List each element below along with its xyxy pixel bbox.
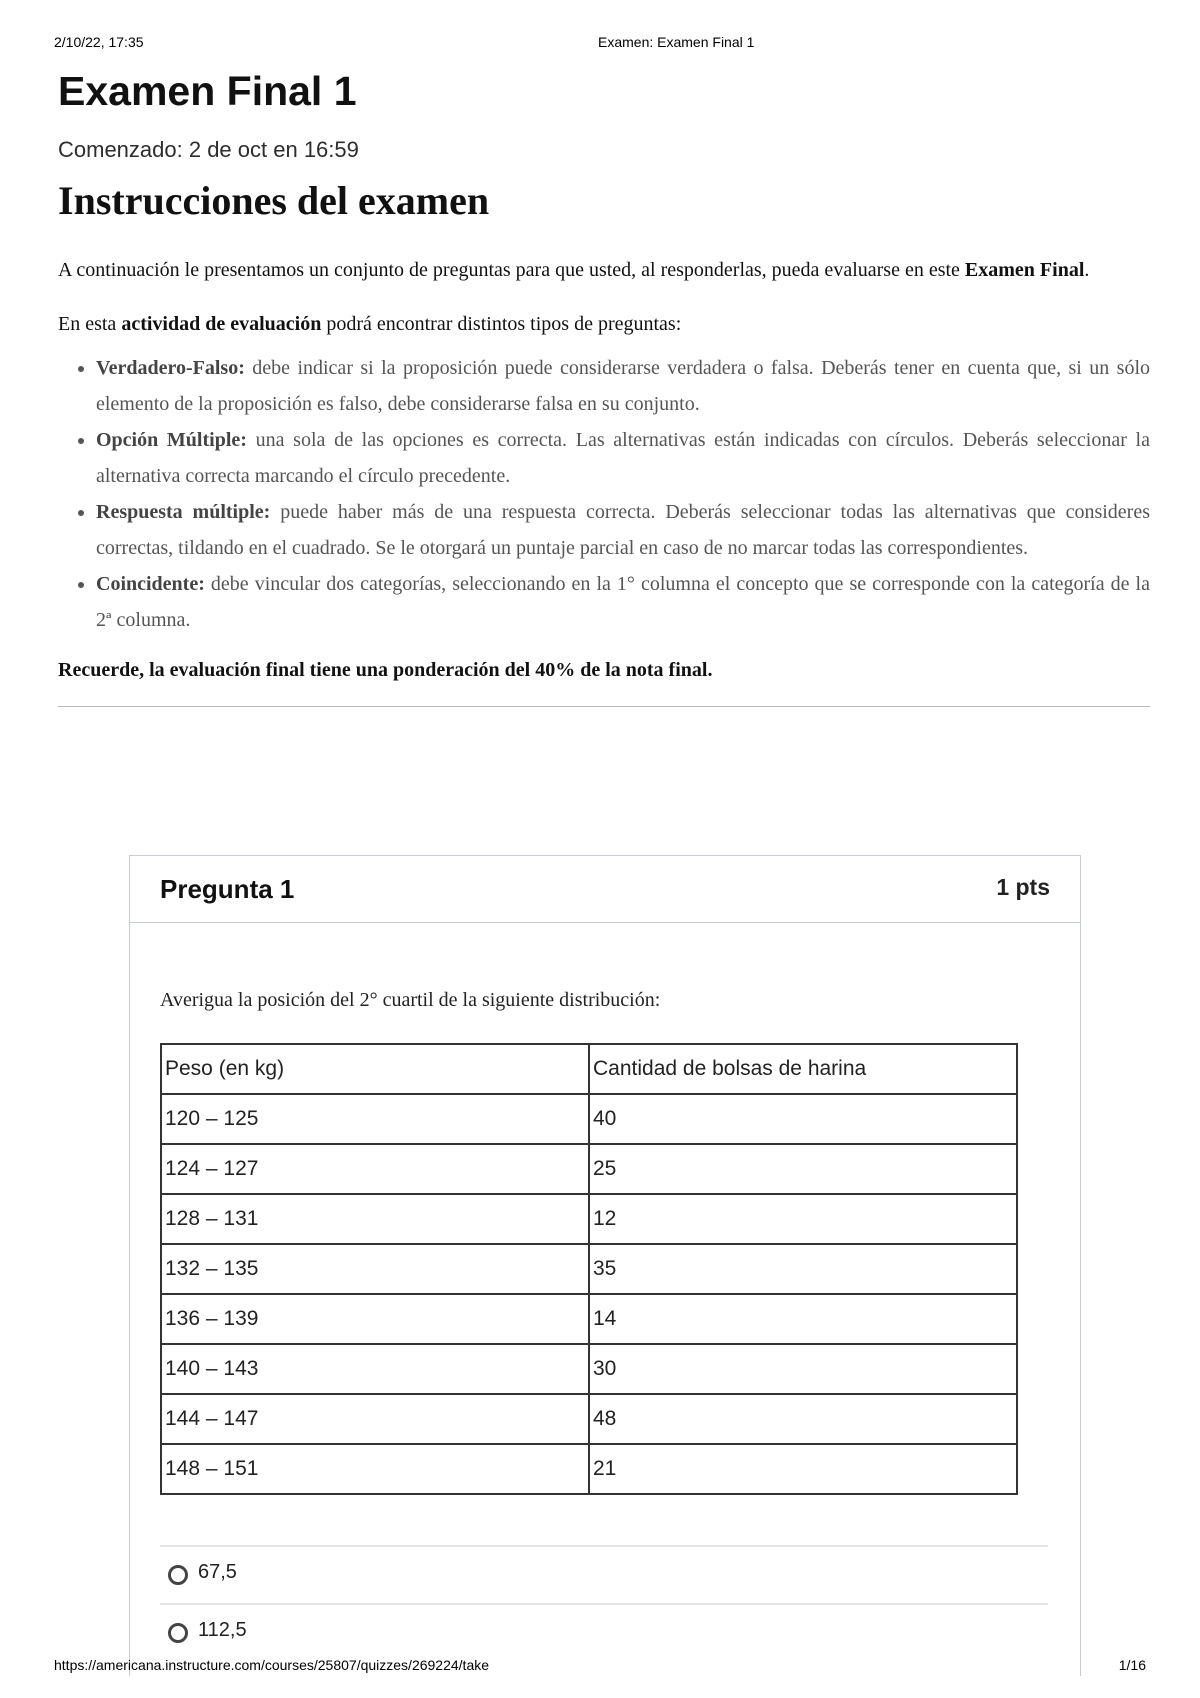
intro-text: A continuación le presentamos un conjunto de preguntas para que usted, al responderlas, pueda evaluarse en este — [58, 259, 965, 281]
answer-option[interactable] — [160, 1545, 1048, 1603]
table-header-cell: Cantidad de bolsas de harina — [589, 1044, 1017, 1094]
type-desc: debe indicar si la proposición puede considerarse verdadera o falsa. Deberás tener en cuenta que, si un sólo elemento de la proposición es falso, debe considerarse falsa en su conjunto. — [96, 357, 1150, 415]
table-cell: 14 — [589, 1294, 1017, 1344]
intro-paragraph — [58, 252, 1150, 288]
table-cell: 132 – 135 — [161, 1244, 589, 1294]
table-cell: 35 — [589, 1244, 1017, 1294]
type-desc: una sola de las opciones es correcta. Las alternativas están indicadas con círculos. Deberás seleccionar la alternativa correcta marcando el círculo precedente. — [96, 429, 1150, 487]
table-row — [161, 1394, 1017, 1444]
table-row — [161, 1094, 1017, 1144]
table-header-row — [161, 1044, 1017, 1094]
table-cell: 48 — [589, 1394, 1017, 1444]
table-cell: 40 — [589, 1094, 1017, 1144]
print-page-number: 1/16 — [1118, 1657, 1146, 1673]
table-row — [161, 1444, 1017, 1494]
table-cell: 25 — [589, 1144, 1017, 1194]
quiz-content — [58, 60, 1150, 707]
activity-pre: En esta — [58, 313, 122, 335]
type-name: Respuesta múltiple: — [96, 501, 271, 523]
activity-paragraph — [58, 306, 1150, 342]
table-cell: 140 – 143 — [161, 1344, 589, 1394]
answer-label[interactable]: 67,5 — [198, 1561, 237, 1583]
type-desc: puede haber más de una respuesta correcta. Deberás seleccionar todas las alternativas que consideres correctas, tildando en el cuadrado. Se le otorgará un puntaje parcial en caso de no marcar todas las correspondientes. — [96, 501, 1150, 559]
type-desc: debe vincular dos categorías, seleccionando en la 1° columna el concepto que se corresponde con la categoría de la 2ª columna. — [96, 573, 1150, 631]
intro-bold: Examen Final — [964, 259, 1085, 281]
type-item — [96, 422, 1150, 494]
table-cell: 136 – 139 — [161, 1294, 589, 1344]
table-cell: 124 – 127 — [161, 1144, 589, 1194]
question-title: Pregunta 1 — [160, 874, 295, 904]
type-item — [96, 566, 1150, 638]
question-header — [130, 856, 1080, 923]
question-text: Averigua la posición del 2° cuartil de la siguiente distribución: — [160, 989, 661, 1011]
type-name: Coincidente: — [96, 573, 205, 595]
question-points: 1 pts — [996, 874, 1050, 900]
table-cell: 120 – 125 — [161, 1094, 589, 1144]
type-item — [96, 494, 1150, 566]
divider — [58, 706, 1150, 707]
table-cell: 144 – 147 — [161, 1394, 589, 1444]
instructions-heading: Instrucciones del examen — [58, 178, 490, 223]
type-name: Verdadero-Falso: — [96, 357, 245, 379]
table-header-cell: Peso (en kg) — [161, 1044, 589, 1094]
radio-button[interactable] — [168, 1565, 188, 1585]
table-cell: 148 – 151 — [161, 1444, 589, 1494]
print-datetime: 2/10/22, 17:35 — [54, 34, 144, 50]
print-page-title: Examen: Examen Final 1 — [598, 34, 755, 50]
table-row — [161, 1294, 1017, 1344]
distribution-table — [160, 1043, 1018, 1495]
table-row — [161, 1344, 1017, 1394]
table-row — [161, 1244, 1017, 1294]
question-card — [129, 855, 1081, 1676]
answer-option[interactable] — [160, 1603, 1048, 1661]
answer-list — [160, 1545, 1048, 1661]
activity-bold: actividad de evaluación — [121, 313, 322, 335]
print-url: https://americana.instructure.com/courses/25807/quizzes/269224/take — [54, 1657, 490, 1673]
table-cell: 12 — [589, 1194, 1017, 1244]
question-types-list — [58, 350, 1150, 638]
quiz-title: Examen Final 1 — [58, 68, 357, 114]
table-cell: 128 – 131 — [161, 1194, 589, 1244]
table-row — [161, 1194, 1017, 1244]
table-cell: 21 — [589, 1444, 1017, 1494]
table-row — [161, 1144, 1017, 1194]
table-cell: 30 — [589, 1344, 1017, 1394]
intro-end: . — [1084, 259, 1090, 281]
type-item — [96, 350, 1150, 422]
answer-label[interactable]: 112,5 — [198, 1619, 247, 1641]
activity-post: podrá encontrar distintos tipos de preguntas: — [321, 313, 682, 335]
radio-button[interactable] — [168, 1623, 188, 1643]
type-name: Opción Múltiple: — [96, 429, 247, 451]
remember-note: Recuerde, la evaluación final tiene una ponderación del 40% de la nota final. — [58, 659, 713, 681]
started-time: Comenzado: 2 de oct en 16:59 — [58, 137, 359, 162]
